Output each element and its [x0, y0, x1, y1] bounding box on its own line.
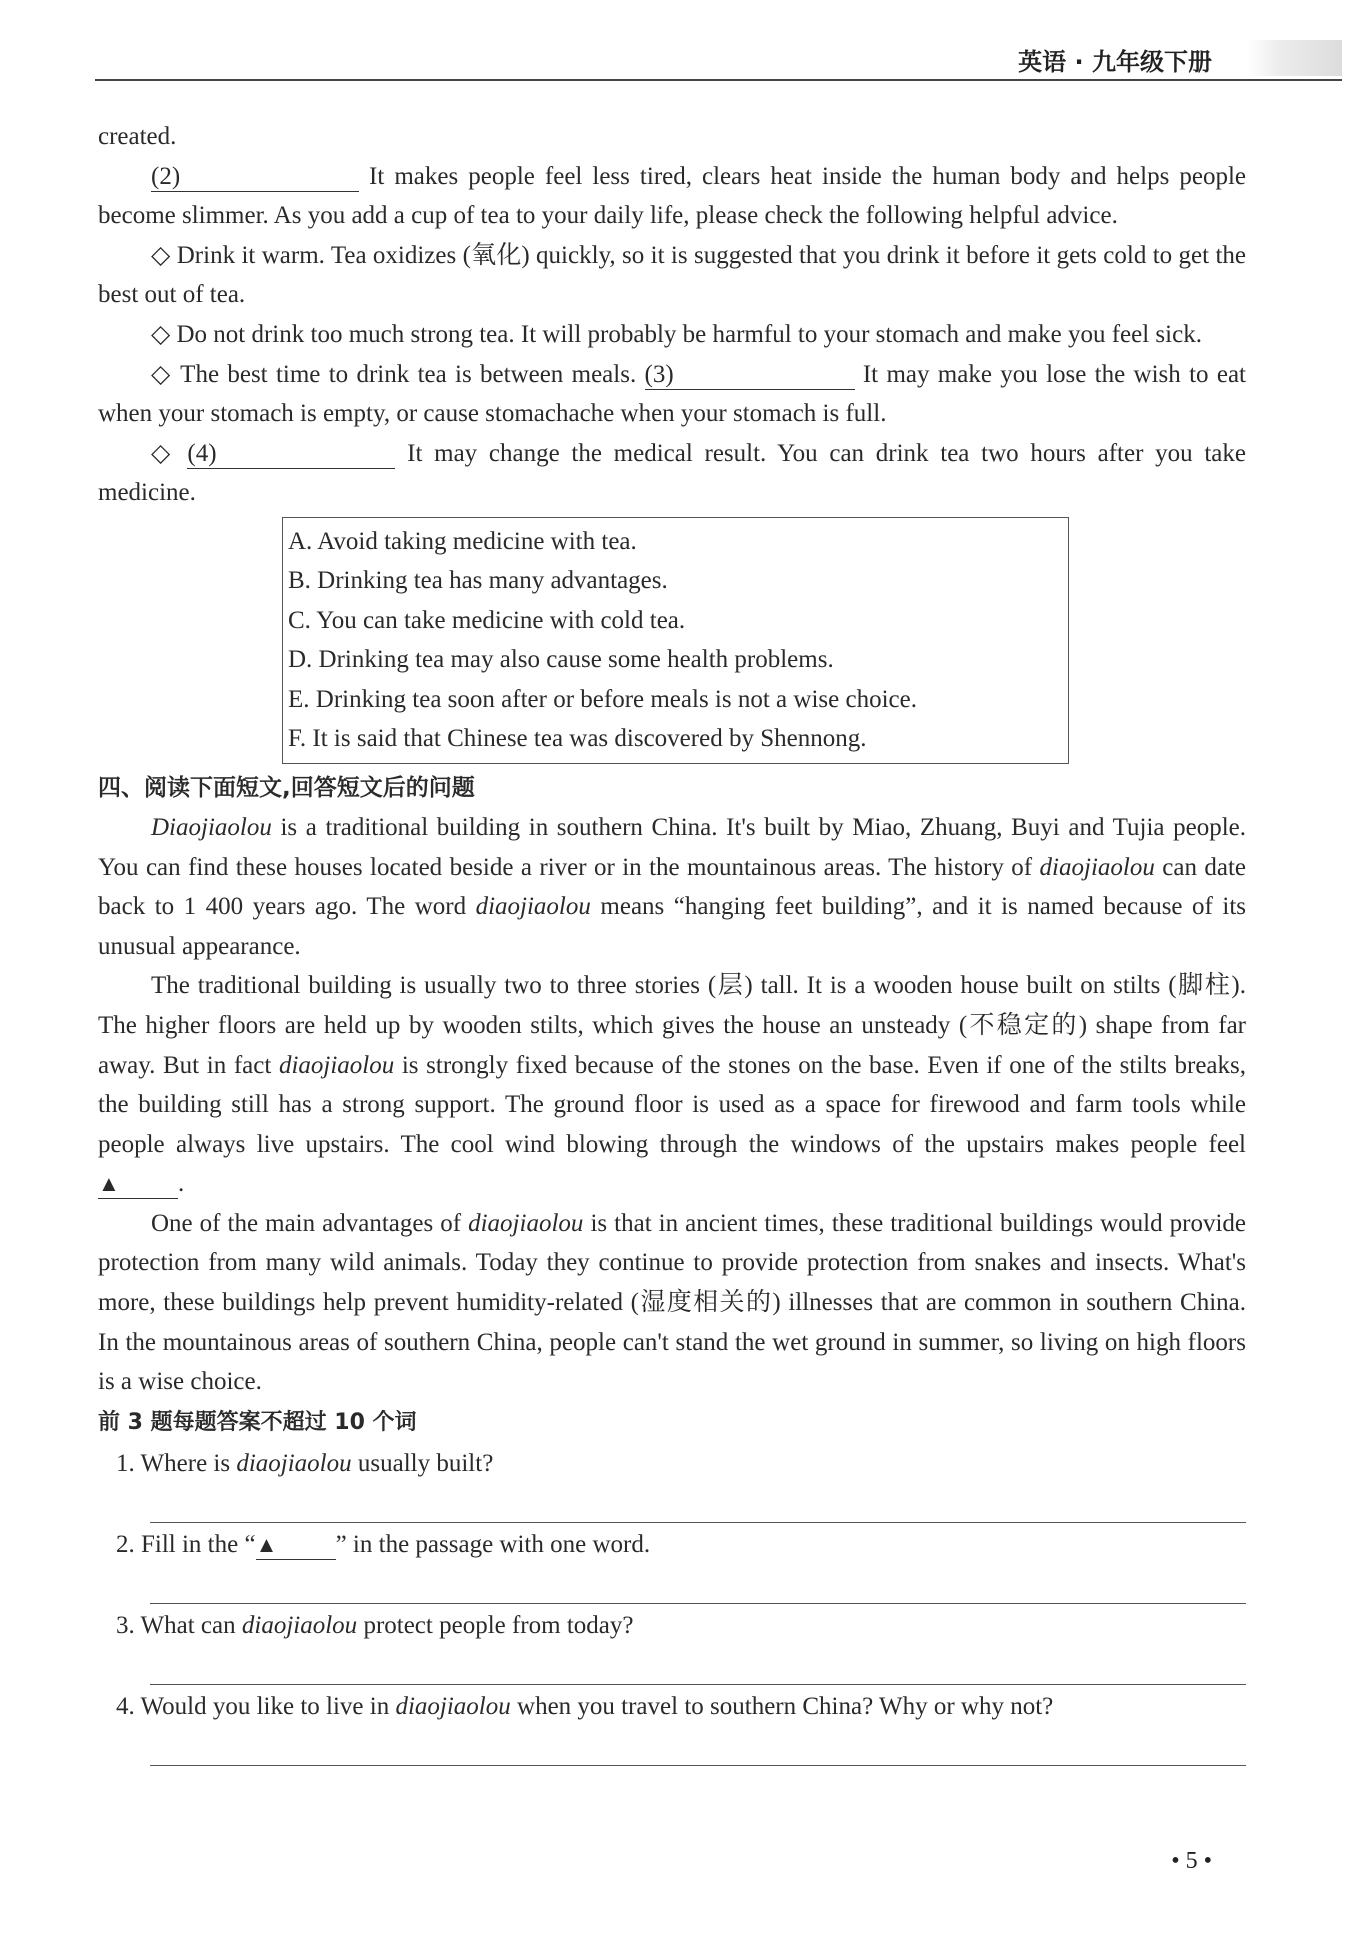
question-text: protect people from today? — [357, 1611, 634, 1639]
passage-text: means “hanging feet building”, and it is named because of its unusual appearance. — [98, 893, 1246, 960]
question-3 — [98, 1606, 1246, 1646]
answer-line-2[interactable] — [150, 1565, 1246, 1604]
question-4 — [98, 1687, 1246, 1727]
header-title: 英语 · 九年级下册 — [1018, 48, 1212, 76]
question-1 — [98, 1444, 1246, 1484]
answer-line-3[interactable] — [150, 1646, 1246, 1685]
advice-strong-tea: ◇ Do not drink too much strong tea. It will probably be harmful to your stomach and make you feel sick. — [151, 320, 1202, 348]
term-diaojiaolou: diaojiaolou — [468, 1209, 584, 1237]
option-f: F. It is said that Chinese tea was discovered by Shennong. — [288, 725, 867, 753]
option-c: C. You can take medicine with cold tea. — [288, 606, 686, 634]
answer-blank-4[interactable]: (4) — [187, 440, 395, 469]
header-shade — [1247, 40, 1342, 76]
passage-text: One of the main advantages of — [151, 1209, 469, 1237]
term-diaojiaolou: diaojiaolou — [278, 1051, 395, 1079]
term-diaojiaolou: diaojiaolou — [475, 893, 591, 921]
question-2 — [98, 1525, 1246, 1565]
page-content — [98, 117, 1246, 1766]
advice-drink-warm: ◇ Drink it warm. Tea oxidizes (氧化) quickly, so it is suggested that you drink it before it gets cold to get the best out of tea. — [98, 241, 1246, 309]
term-diaojiaolou: diaojiaolou — [236, 1449, 352, 1477]
instruction: 前 3 题每题答案不超过 10 个词 — [98, 1409, 417, 1435]
options-box — [282, 517, 1069, 764]
passage-paragraph-3 — [98, 1204, 1246, 1402]
question-text: 1. Where is — [116, 1449, 237, 1477]
question-text: 2. Fill in the “ — [116, 1530, 256, 1558]
term-diaojiaolou: diaojiaolou — [1039, 853, 1155, 881]
advice-between-meals — [98, 355, 1246, 434]
line-created: created. — [98, 123, 177, 150]
question-text: 4. Would you like to live in — [116, 1692, 396, 1720]
term-diaojiaolou: diaojiaolou — [395, 1692, 511, 1720]
option-d: D. Drinking tea may also cause some health problems. — [288, 646, 834, 674]
passage-text: The traditional building is usually two to three stories (层) tall. It is a wooden house built on stilts (脚柱). The higher floors are held up by wooden stilts, which gives the house an unsteady (不稳定的) shape from far away. But in fact — [98, 972, 1246, 1079]
passage-paragraph-1 — [98, 808, 1246, 966]
triangle-blank[interactable]: ▲ — [98, 1170, 178, 1199]
passage-text: is a traditional building in southern China. It's built by Miao, Zhuang, Buyi and Tujia people. You can find these houses located beside a river or in the mountainous areas. The history of — [98, 813, 1246, 881]
passage-text: is strongly fixed because of the stones on the base. Even if one of the stilts breaks, the building still has a strong support. The ground floor is used as a space for firewood and farm tools while people always live upstairs. The cool wind blowing through the windows of the upstairs makes people feel — [98, 1051, 1246, 1158]
advice-text: ◇ — [151, 439, 188, 467]
advice-text: It may change the medical result. You can drink tea two hours after you take medicine. — [98, 439, 1246, 507]
question-text: when you travel to southern China? Why or why not? — [510, 1692, 1054, 1720]
answer-blank-3[interactable]: (3) — [645, 361, 855, 390]
term-diaojiaolou: diaojiaolou — [241, 1611, 358, 1639]
page-header — [95, 36, 1342, 82]
answer-blank-2[interactable]: (2) — [151, 163, 359, 192]
paragraph-blank-2 — [98, 157, 1246, 236]
passage-paragraph-2 — [98, 966, 1246, 1204]
passage-text: is that in ancient times, these traditional buildings would provide protection from many wild animals. Today they continue to provide protection from snakes and insects. What's more, these buildings help prevent humidity-related (湿度相关的) illnesses that are common in southern China. In the mountainous areas of southern China, people can't stand the wet ground in summer, so living on high floors is a wise choice. — [98, 1209, 1247, 1396]
option-b: B. Drinking tea has many advantages. — [288, 567, 668, 595]
question-text: ” in the passage with one word. — [335, 1530, 651, 1558]
answer-line-4[interactable] — [150, 1727, 1246, 1766]
term-diaojiaolou: Diaojiaolou — [151, 813, 272, 841]
page-number: • 5 • — [1171, 1848, 1212, 1874]
paragraph-text: It makes people feel less tired, clears heat inside the human body and helps people become slimmer. As you add a cup of tea to your daily life, please check the following helpful advice. — [98, 162, 1246, 230]
header-rule — [95, 79, 1342, 81]
triangle-blank: ▲ — [256, 1531, 336, 1560]
option-a: A. Avoid taking medicine with tea. — [288, 527, 637, 555]
option-e: E. Drinking tea soon after or before meals is not a wise choice. — [288, 685, 917, 713]
advice-medicine — [98, 434, 1246, 513]
question-text: 3. What can — [116, 1611, 242, 1639]
question-text: usually built? — [351, 1449, 494, 1477]
passage-text: can date back to 1 400 years ago. The word — [98, 853, 1246, 921]
advice-text: It may make you lose the wish to eat when your stomach is empty, or cause stomachache when your stomach is full. — [98, 360, 1247, 428]
section-title: 四、阅读下面短文,回答短文后的问题 — [98, 774, 475, 801]
passage-text: . — [178, 1170, 185, 1198]
advice-text: ◇ The best time to drink tea is between meals. — [151, 360, 645, 388]
answer-line-1[interactable] — [150, 1484, 1246, 1523]
